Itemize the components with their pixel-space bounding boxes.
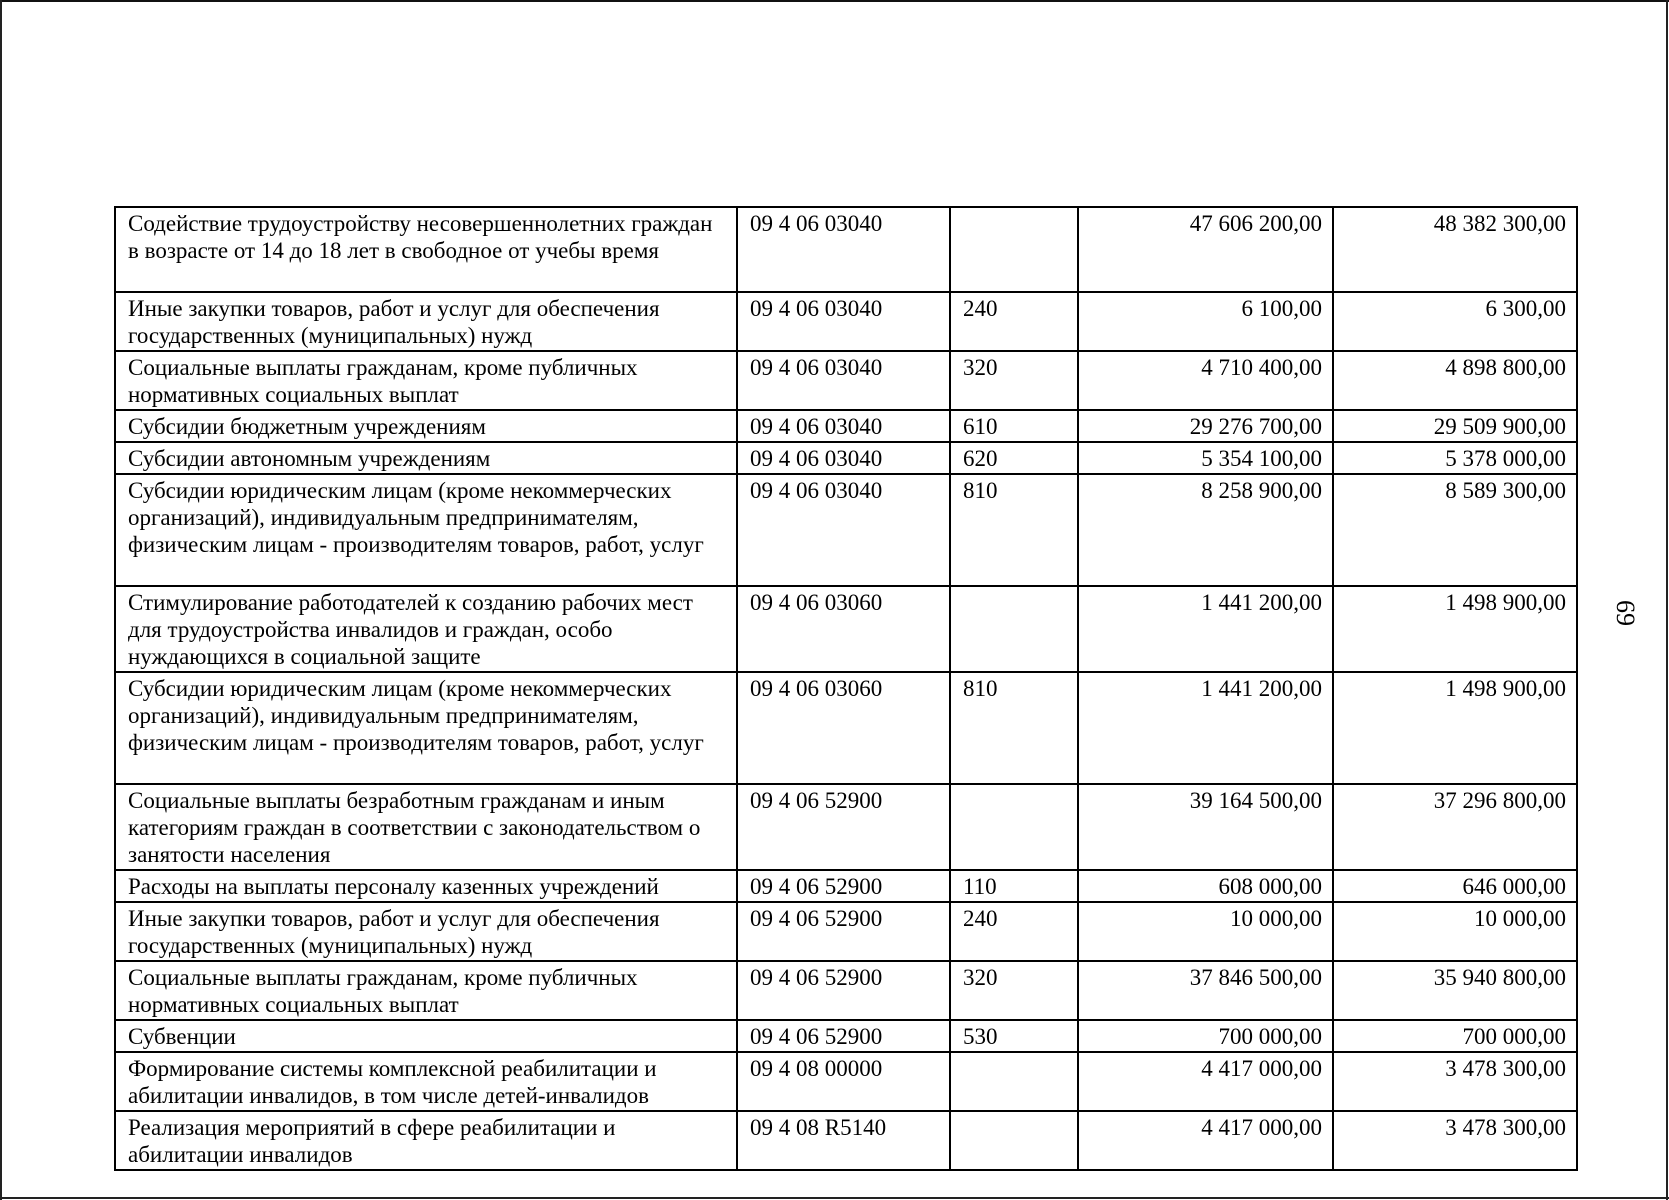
table-row xyxy=(115,1020,1577,1052)
row-name: Иные закупки товаров, работ и услуг для обеспечения государственных (муниципальных) нужд xyxy=(115,902,737,961)
scan-border-bottom xyxy=(0,1197,1669,1199)
row-code: 09 4 06 52900 xyxy=(737,1020,950,1052)
row-name: Субсидии автономным учреждениям xyxy=(115,442,737,474)
row-type: 530 xyxy=(950,1020,1078,1052)
row-type: 320 xyxy=(950,961,1078,1020)
scan-border-left xyxy=(0,0,2,1200)
table-row xyxy=(115,902,1577,961)
row-year1: 5 354 100,00 xyxy=(1078,442,1333,474)
row-year1: 29 276 700,00 xyxy=(1078,410,1333,442)
row-year2: 646 000,00 xyxy=(1333,870,1577,902)
table-row xyxy=(115,292,1577,351)
row-type: 810 xyxy=(950,672,1078,784)
table-row xyxy=(115,442,1577,474)
table-row xyxy=(115,586,1577,672)
row-code: 09 4 06 03040 xyxy=(737,207,950,292)
row-type: 240 xyxy=(950,902,1078,961)
row-type xyxy=(950,1111,1078,1170)
row-year1: 608 000,00 xyxy=(1078,870,1333,902)
row-year2: 3 478 300,00 xyxy=(1333,1052,1577,1111)
row-year1: 4 417 000,00 xyxy=(1078,1052,1333,1111)
row-type: 610 xyxy=(950,410,1078,442)
row-year1: 10 000,00 xyxy=(1078,902,1333,961)
row-year1: 4 417 000,00 xyxy=(1078,1111,1333,1170)
row-year2: 6 300,00 xyxy=(1333,292,1577,351)
budget-table xyxy=(114,206,1578,1171)
table-row xyxy=(115,474,1577,586)
row-year1: 1 441 200,00 xyxy=(1078,586,1333,672)
row-year1: 6 100,00 xyxy=(1078,292,1333,351)
page-number: 69 xyxy=(1611,600,1640,626)
row-name: Субсидии юридическим лицам (кроме некоммерческих организаций), индивидуальным предпринимателям, физическим лицам - производителям товаров, работ, услуг xyxy=(115,474,737,586)
row-code: 09 4 06 52900 xyxy=(737,902,950,961)
row-year2: 3 478 300,00 xyxy=(1333,1111,1577,1170)
row-year2: 1 498 900,00 xyxy=(1333,672,1577,784)
row-name: Стимулирование работодателей к созданию рабочих мест для трудоустройства инвалидов и граждан, особо нуждающихся в социальной защите xyxy=(115,586,737,672)
row-code: 09 4 06 52900 xyxy=(737,784,950,870)
table-row xyxy=(115,672,1577,784)
row-year2: 37 296 800,00 xyxy=(1333,784,1577,870)
row-name: Содействие трудоустройству несовершеннолетних граждан в возрасте от 14 до 18 лет в свободное от учебы время xyxy=(115,207,737,292)
row-year2: 10 000,00 xyxy=(1333,902,1577,961)
row-name: Социальные выплаты безработным гражданам и иным категориям граждан в соответствии с законодательством о занятости населения xyxy=(115,784,737,870)
table-row xyxy=(115,351,1577,410)
table-row xyxy=(115,1052,1577,1111)
row-type: 620 xyxy=(950,442,1078,474)
scan-border-right xyxy=(1666,0,1668,1200)
row-year2: 29 509 900,00 xyxy=(1333,410,1577,442)
row-type: 240 xyxy=(950,292,1078,351)
table-row xyxy=(115,207,1577,292)
row-year2: 4 898 800,00 xyxy=(1333,351,1577,410)
table-row xyxy=(115,1111,1577,1170)
row-code: 09 4 06 03060 xyxy=(737,586,950,672)
row-year1: 47 606 200,00 xyxy=(1078,207,1333,292)
row-code: 09 4 06 03040 xyxy=(737,410,950,442)
row-type: 110 xyxy=(950,870,1078,902)
row-year1: 37 846 500,00 xyxy=(1078,961,1333,1020)
row-year1: 1 441 200,00 xyxy=(1078,672,1333,784)
row-type: 320 xyxy=(950,351,1078,410)
row-type: 810 xyxy=(950,474,1078,586)
row-name: Иные закупки товаров, работ и услуг для обеспечения государственных (муниципальных) нужд xyxy=(115,292,737,351)
row-type xyxy=(950,784,1078,870)
row-year2: 35 940 800,00 xyxy=(1333,961,1577,1020)
row-type xyxy=(950,586,1078,672)
row-name: Социальные выплаты гражданам, кроме публичных нормативных социальных выплат xyxy=(115,961,737,1020)
row-code: 09 4 06 03040 xyxy=(737,474,950,586)
row-type xyxy=(950,207,1078,292)
table-row xyxy=(115,870,1577,902)
row-year2: 700 000,00 xyxy=(1333,1020,1577,1052)
row-code: 09 4 08 R5140 xyxy=(737,1111,950,1170)
row-code: 09 4 06 03040 xyxy=(737,442,950,474)
table-row xyxy=(115,961,1577,1020)
row-year1: 700 000,00 xyxy=(1078,1020,1333,1052)
row-year1: 39 164 500,00 xyxy=(1078,784,1333,870)
row-type xyxy=(950,1052,1078,1111)
row-name: Субсидии бюджетным учреждениям xyxy=(115,410,737,442)
table-row xyxy=(115,410,1577,442)
row-code: 09 4 06 52900 xyxy=(737,870,950,902)
scan-border-top xyxy=(0,0,1669,2)
row-year1: 4 710 400,00 xyxy=(1078,351,1333,410)
row-name: Субвенции xyxy=(115,1020,737,1052)
row-year2: 5 378 000,00 xyxy=(1333,442,1577,474)
row-year2: 8 589 300,00 xyxy=(1333,474,1577,586)
row-code: 09 4 06 03040 xyxy=(737,292,950,351)
row-year2: 1 498 900,00 xyxy=(1333,586,1577,672)
row-name: Социальные выплаты гражданам, кроме публичных нормативных социальных выплат xyxy=(115,351,737,410)
row-name: Расходы на выплаты персоналу казенных учреждений xyxy=(115,870,737,902)
row-name: Реализация мероприятий в сфере реабилитации и абилитации инвалидов xyxy=(115,1111,737,1170)
row-code: 09 4 08 00000 xyxy=(737,1052,950,1111)
row-code: 09 4 06 03040 xyxy=(737,351,950,410)
row-name: Субсидии юридическим лицам (кроме некоммерческих организаций), индивидуальным предпринимателям, физическим лицам - производителям товаров, работ, услуг xyxy=(115,672,737,784)
row-code: 09 4 06 03060 xyxy=(737,672,950,784)
table-row xyxy=(115,784,1577,870)
row-name: Формирование системы комплексной реабилитации и абилитации инвалидов, в том числе детей-инвалидов xyxy=(115,1052,737,1111)
row-year2: 48 382 300,00 xyxy=(1333,207,1577,292)
row-year1: 8 258 900,00 xyxy=(1078,474,1333,586)
row-code: 09 4 06 52900 xyxy=(737,961,950,1020)
